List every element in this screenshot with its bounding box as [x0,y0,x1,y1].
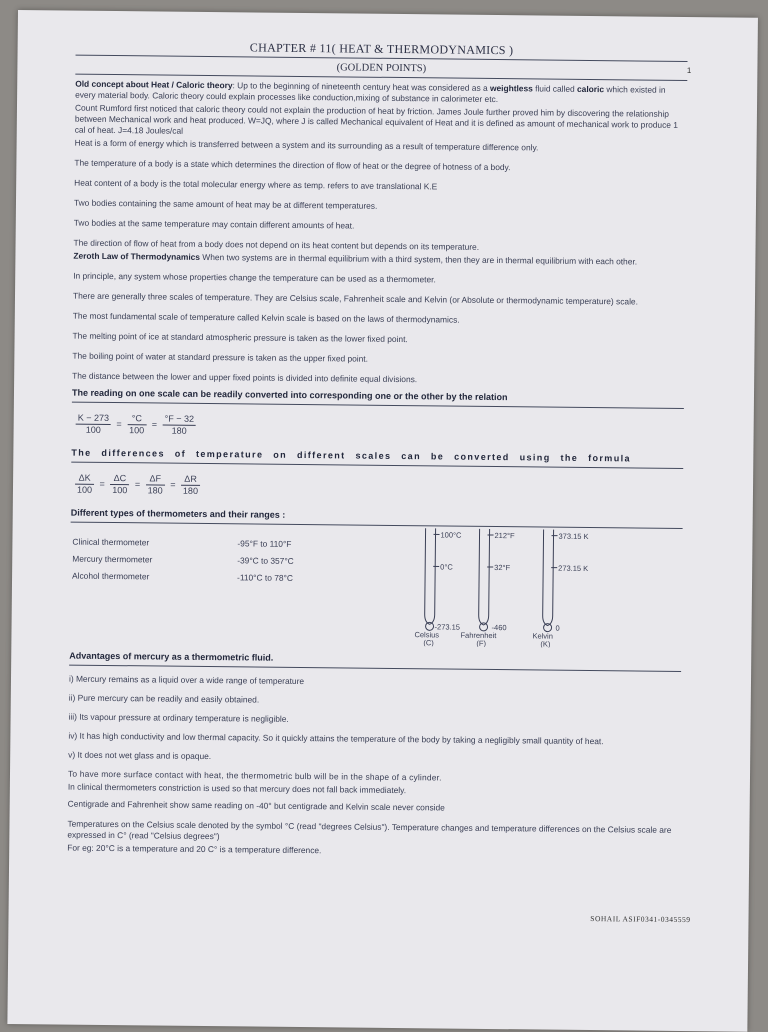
kelvin-mid-label: 273.15 K [558,564,588,573]
point-lower-fixed: The melting point of ice at standard atmospheric pressure is taken as the lower fixed point. [73,331,685,348]
point-temperature: The temperature of a body is a state which determines the direction of flow of heat or the degree of hotness of a body. [74,158,686,175]
fahrenheit-mid-label: 32°F [494,563,510,572]
thermometer-row [72,571,294,590]
caloric-theory-label: Old concept about Heat / Caloric theory [75,79,232,91]
denominator: 100 [127,425,146,436]
rumford-paragraph: Count Rumford first noticed that caloric theory could not explain the production of heat by friction. James Joule further proved him by discovering the relationship between Mechanical work and heat produced. W=JQ, where J is called Mechanical equivalent of Heat and it is defined as amount of mechanical work to produce 1 cal of heat. J=4.18 Joules/cal [75,103,687,142]
denominator: 100 [110,485,129,496]
fraction-delta-k [75,473,94,496]
closing-constriction: In clinical thermometers constriction is used so that mercury does not fall back immediately. [68,782,680,799]
kelvin-top-label: 373.15 K [558,532,588,541]
relation-heading: The reading on one scale can be readily converted into corresponding one or the other by the relation [72,388,684,405]
numerator: ΔF [146,473,165,485]
point-same-heat: Two bodies containing the same amount of heat may be at different temperatures. [74,198,686,215]
equals-sign: = [152,419,157,429]
thermometer-scales-diagram [414,526,675,649]
kelvin-bottom-label: 0 [556,624,560,633]
caloric-text-3: which existed in every material body. Caloric theory could explain processes like conduction,mixing of substance in calorimeter etc. [75,84,666,104]
denominator: 100 [75,485,94,496]
advantage-item: v) It does not wet glass and is opaque. [68,750,680,767]
thermometer-name: Mercury thermometer [72,554,237,567]
kelvin-scale-abbr: (K) [540,640,551,649]
thermometer-range: -110°C to 78°C [237,572,293,584]
thermometer-name: Alcohol thermometer [72,571,237,584]
celsius-scale-name: Celsius [414,630,439,639]
caloric-text-2: fluid called [533,83,577,93]
fraction-celsius [127,413,146,436]
point-divisions: The distance between the lower and upper fixed points is divided into definite equal divisions. [72,371,684,388]
fraction-delta-f [146,473,165,496]
thermometer-range: -95°F to 110°F [237,538,291,550]
mercury-advantages-heading: Advantages of mercury as a thermometric fluid. [69,651,681,668]
celsius-top-label: 100°C [440,530,462,539]
fahrenheit-scale-name: Fahrenheit [460,631,497,640]
fraction-kelvin [76,413,112,436]
equals-sign: = [135,479,140,489]
kelvin-scale-name: Kelvin [532,631,553,640]
page-content [67,41,688,869]
closing-example: For eg: 20°C is a temperature and 20 C° is a temperature difference. [67,843,679,860]
point-heat-direction: The direction of flow of heat from a body does not depend on its heat content but depends on its temperature. [74,238,686,255]
denominator: 180 [146,485,165,496]
equals-sign: = [116,419,121,429]
chapter-title: CHAPTER # 11( HEAT & THERMODYNAMICS ) [76,41,688,58]
fahrenheit-scale-abbr: (F) [476,639,486,648]
zeroth-law-text: When two systems are in thermal equilibrium with a third system, then they are in thermal equilibrium with each other. [200,252,637,267]
thermometer-name: Clinical thermometer [72,537,237,550]
caloric-term: caloric [577,84,604,94]
zeroth-law-label: Zeroth Law of Thermodynamics [73,251,200,262]
fraction-fahrenheit [162,414,196,437]
equals-sign: = [170,480,175,490]
document-page [7,10,758,1032]
conversion-formula [74,413,684,442]
author-footer: SOHAIL ASIF0341-0345559 [590,913,690,925]
point-same-temperature: Two bodies at the same temperature may contain different amounts of heat. [74,218,686,235]
numerator: °C [127,413,146,425]
difference-formula [73,473,683,502]
fraction-delta-c [110,473,129,496]
closing-minus-forty: Centigrade and Fahrenheit show same reading on -40° but centigrade and Kelvin scale never conside [68,799,680,816]
point-upper-fixed: The boiling point of water at standard pressure is taken as the upper fixed point. [72,351,684,368]
closing-celsius-notation: Temperatures on the Celsius scale denoted by the symbol °C (read "degrees Celsius"). Temperature changes and temperature differences on the Celsius scale are expressed in C° (read "Celsius degrees") [67,819,679,847]
equals-sign: = [100,479,105,489]
fraction-delta-r [181,474,200,497]
thermometer-range-list [72,537,294,590]
denominator: 180 [181,486,200,497]
advantage-item: i) Mercury remains as a liquid over a wide range of temperature [69,674,681,691]
thermometer-section [69,527,682,651]
advantage-item: iv) It has high conductivity and low thermal capacity. So it quickly attains the temperature of the body by taking a negligibly small quantity of heat. [68,731,680,748]
kelvin-thermometer-tube [543,530,554,626]
closing-cylinder: To have more surface contact with heat, the thermometric bulb will be in the shape of a cylinder. [68,769,680,786]
denominator: 180 [162,426,195,437]
point-kelvin-fundamental: The most fundamental scale of temperature called Kelvin scale is based on the laws of thermodynamics. [73,311,685,328]
thermometer-types-heading: Different types of thermometers and their ranges : [71,508,683,525]
advantage-item: iii) Its vapour pressure at ordinary temperature is negligible. [69,712,681,729]
differences-heading: The differences of temperature on different scales can be converted using the formula [71,448,683,465]
point-three-scales: There are generally three scales of temperature. They are Celsius scale, Fahrenheit scale and Kelvin (or Absolute or thermodynamic temperature) scale. [73,291,685,308]
numerator: ΔC [110,473,129,485]
numerator: ΔR [181,474,200,486]
celsius-thermometer-tube [425,528,436,624]
weightless-term: weightless [490,83,533,93]
point-heat-energy: Heat is a form of energy which is transferred between a system and its surrounding as a result of temperature difference only. [75,138,687,155]
thermometer-range: -39°C to 357°C [237,555,294,567]
point-heat-content: Heat content of a body is the total molecular energy where as temp. refers to ave translational K.E [74,178,686,195]
numerator: °F − 32 [163,414,196,426]
mercury-advantages-list [68,674,681,767]
numerator: ΔK [75,473,94,485]
celsius-mid-label: 0°C [440,562,453,571]
fahrenheit-top-label: 212°F [494,531,515,540]
denominator: 100 [76,425,111,436]
celsius-scale-abbr: (C) [423,638,434,647]
fahrenheit-thermometer-tube [479,529,490,625]
fahrenheit-thermometer-bulb [480,623,488,631]
celsius-thermometer-bulb [426,622,434,630]
caloric-text-1: : Up to the beginning of nineteenth century heat was considered as a [232,80,490,93]
golden-points-subtitle: (GOLDEN POINTS) [75,60,687,77]
page-number: 1 [687,65,692,76]
advantage-item: ii) Pure mercury can be readily and easily obtained. [69,693,681,710]
fahrenheit-bottom-label: -460 [492,623,507,632]
kelvin-thermometer-bulb [544,624,552,632]
point-any-system: In principle, any system whose properties change the temperature can be used as a thermometer. [73,271,685,288]
celsius-bottom-label: -273.15 [435,622,461,631]
numerator: K − 273 [76,413,111,425]
